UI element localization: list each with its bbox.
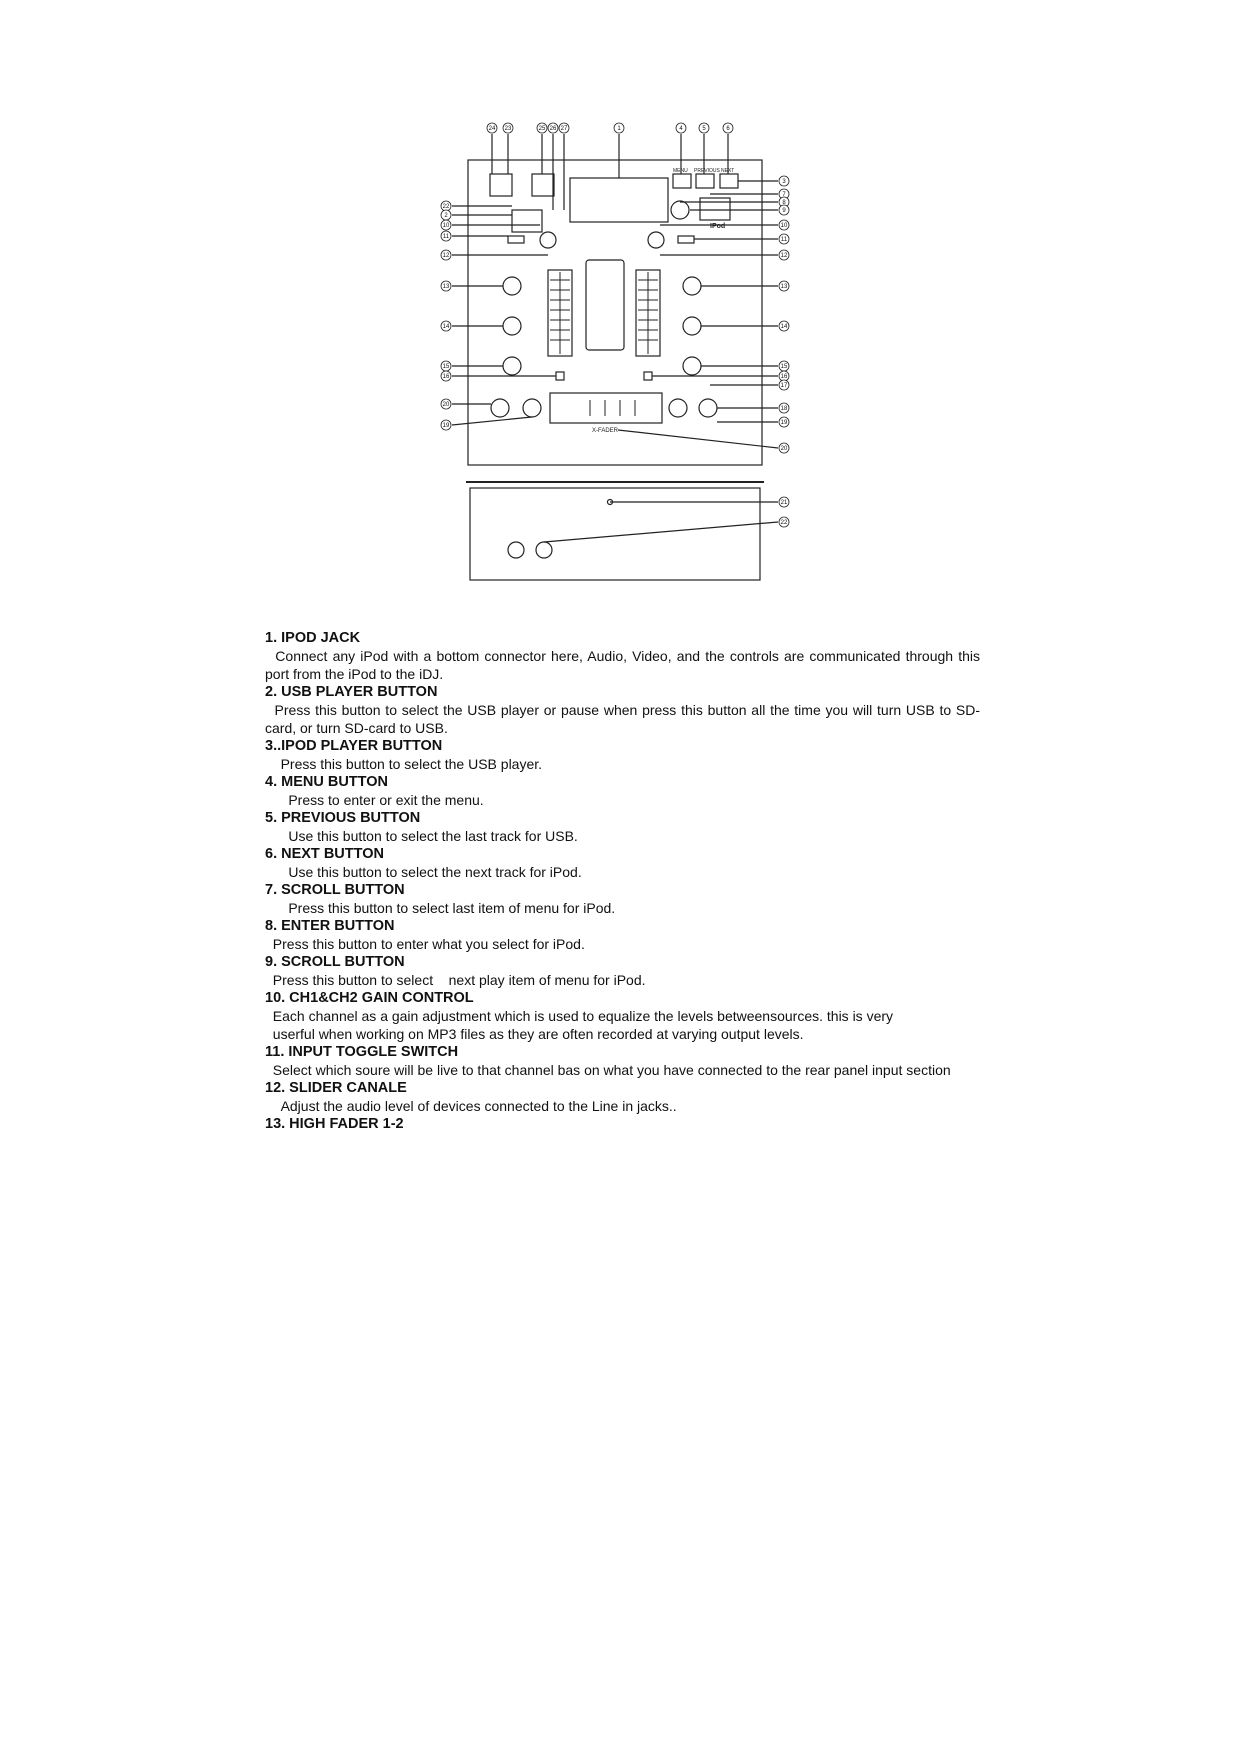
mic-level-knob	[699, 399, 717, 417]
vu-meter	[586, 260, 624, 350]
section-title: 12. SLIDER CANALE	[265, 1080, 407, 1096]
callout-top-6: 6	[726, 126, 730, 132]
next-label: NEXT	[721, 168, 735, 174]
callout-left-19: 19	[442, 423, 450, 429]
headphone-jack	[536, 542, 552, 558]
section-title: 7. SCROLL BUTTON	[265, 882, 405, 898]
callout-top-27: 27	[560, 126, 568, 132]
callout-right-18: 18	[780, 406, 788, 412]
callout-left-11: 11	[442, 234, 450, 240]
section-title: 2. USB PLAYER BUTTON	[265, 684, 438, 700]
callout-right-15: 15	[780, 364, 788, 370]
section-body: Press this button to select last item of menu for iPod.	[265, 900, 616, 916]
menu-label: MENU	[673, 168, 688, 174]
ch2-input-toggle	[678, 236, 694, 243]
ch1-low-knob	[503, 357, 521, 375]
section-title: 1. IPOD JACK	[265, 630, 361, 646]
callout-right-12: 12	[780, 253, 788, 259]
callout-left-2: 2	[444, 213, 448, 219]
callout-left-16: 16	[442, 374, 450, 380]
section-title: 8. ENTER BUTTON	[265, 918, 395, 934]
callout-top-23: 23	[504, 126, 512, 132]
callout-right-22: 22	[780, 520, 788, 526]
ipod-label: IPod	[710, 223, 726, 230]
callout-top-1: 1	[617, 126, 621, 132]
callout-right-19: 19	[780, 420, 788, 426]
section-body: Adjust the audio level of devices connected to the Line in jacks..	[265, 1098, 677, 1114]
ch1-input-toggle	[508, 236, 524, 243]
section-title: 11. INPUT TOGGLE SWITCH	[265, 1044, 459, 1060]
section-title: 5. PREVIOUS BUTTON	[265, 810, 421, 826]
callout-top-25: 25	[538, 126, 546, 132]
sd-button	[532, 174, 554, 196]
ipod-screen	[700, 198, 730, 220]
usb-player-button	[490, 174, 512, 196]
section-body: Each channel as a gain adjustment which is used to equalize the levels betweensources. this is very userful when working on MP3 files as they are often recorded at varying output levels.	[272, 1008, 894, 1042]
callout-right-11: 11	[780, 237, 788, 243]
callout-top-26: 26	[549, 126, 557, 132]
callout-left-13: 13	[442, 284, 450, 290]
menu-button	[673, 174, 691, 188]
ch2-high-knob	[683, 277, 701, 295]
callout-right-14: 14	[780, 324, 788, 330]
master-level-knob	[669, 399, 687, 417]
cue-knob	[523, 399, 541, 417]
section-title: 13. HIGH FADER 1-2	[265, 1116, 404, 1132]
cue-level-knob	[491, 399, 509, 417]
callout-top-5: 5	[702, 126, 706, 132]
callout-left-20: 20	[442, 402, 450, 408]
callout-right-17: 17	[780, 383, 788, 389]
mixer-panel-diagram	[360, 110, 860, 610]
previous-button	[696, 174, 714, 188]
section-body: Press this button to enter what you select for iPod.	[265, 936, 585, 952]
callout-left-15: 15	[442, 364, 450, 370]
section-body: Press this button to select next play item of menu for iPod.	[265, 972, 646, 988]
callout-right-21: 21	[780, 500, 788, 506]
xfader-label: X-FADER	[592, 428, 619, 434]
ch2-low-knob	[683, 357, 701, 375]
section-body: Use this button to select the last track for USB.	[265, 828, 578, 844]
section-title: 6. NEXT BUTTON	[265, 846, 384, 862]
previous-label: PREVIOUS	[694, 168, 720, 174]
callout-right-16: 16	[780, 374, 788, 380]
callout-top-24: 24	[488, 126, 496, 132]
callout-right-7: 7	[782, 192, 786, 198]
section-body: Select which soure will be live to that channel bas on what you have connected to the rear panel input section	[265, 1062, 951, 1078]
scroll-wheel	[671, 201, 689, 219]
callout-right-10: 10	[780, 223, 788, 229]
section-title: 3..IPOD PLAYER BUTTON	[265, 738, 443, 754]
next-button	[720, 174, 738, 188]
section-body: Press this button to select the USB player.	[265, 756, 543, 772]
callout-left-22: 22	[442, 204, 450, 210]
ch2-gain-knob	[648, 232, 664, 248]
callout-left-14: 14	[442, 324, 450, 330]
section-title: 9. SCROLL BUTTON	[265, 954, 405, 970]
lcd-display	[570, 178, 668, 222]
section-body: Press to enter or exit the menu.	[265, 792, 484, 808]
ch1-mid-knob	[503, 317, 521, 335]
section-body: Use this button to select the next track for iPod.	[265, 864, 582, 880]
callout-right-20: 20	[780, 446, 788, 452]
callout-right-13: 13	[780, 284, 788, 290]
callout-right-9: 9	[782, 208, 786, 214]
section-title: 4. MENU BUTTON	[265, 774, 388, 790]
microphone-jack	[508, 542, 524, 558]
crossfader	[550, 393, 662, 423]
section-title: 10. CH1&CH2 GAIN CONTROL	[265, 990, 474, 1006]
manual-text	[265, 629, 984, 1133]
section-body: Connect any iPod with a bottom connector here, Audio, Video, and the controls are communicated through this port from the iPod to the iDJ.	[265, 648, 984, 682]
callout-top-4: 4	[679, 126, 683, 132]
ch1-high-knob	[503, 277, 521, 295]
ch1-gain-knob	[540, 232, 556, 248]
callout-left-10: 10	[442, 223, 450, 229]
section-body: Press this button to select the USB player or pause when press this button all the time you will turn USB to SD-card, or turn SD-card to USB.	[265, 702, 981, 736]
callout-right-8: 8	[782, 200, 786, 206]
callout-right-3: 3	[782, 179, 786, 185]
callout-left-12: 12	[442, 253, 450, 259]
ch2-mid-knob	[683, 317, 701, 335]
